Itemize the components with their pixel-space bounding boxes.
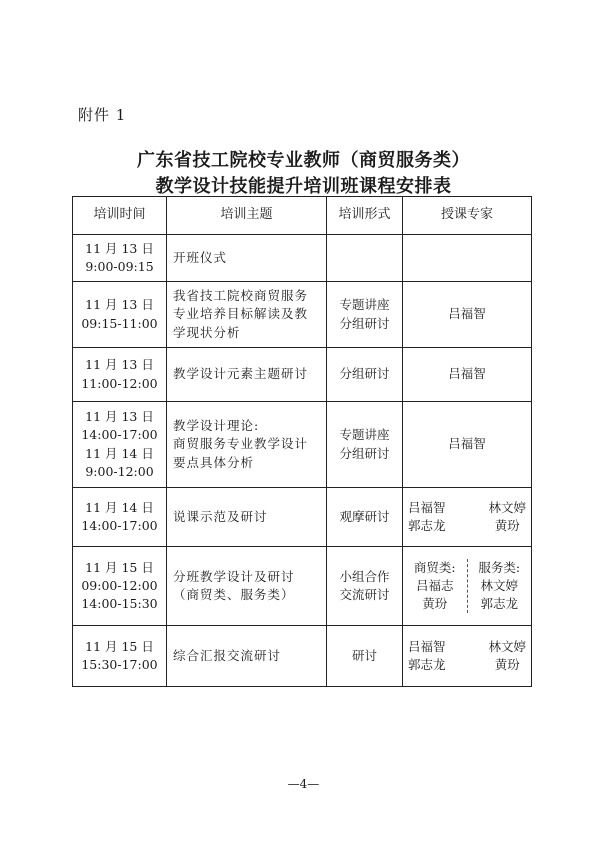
form-cell — [327, 235, 403, 282]
expert-name: 林文婷 — [480, 577, 518, 593]
expert-name: 黄玢 — [494, 657, 520, 672]
experts-cell — [403, 488, 532, 547]
time-cell — [73, 282, 167, 348]
expert-name: 郭志龙 — [408, 518, 446, 533]
time-text: 14:00-17:00 — [81, 427, 158, 443]
expert-name: 吕福智 — [408, 638, 446, 654]
form-text: 交流研讨 — [339, 587, 390, 602]
topic-cell — [167, 235, 327, 282]
expert-column — [488, 499, 526, 535]
form-cell — [327, 547, 403, 626]
time-text: 9:00-09:15 — [85, 259, 154, 274]
form-text: 小组合作 — [339, 568, 390, 584]
header-form: 培训形式 — [327, 197, 403, 235]
header-time: 培训时间 — [73, 197, 167, 235]
expert-name: 黄玢 — [494, 518, 520, 533]
time-text: 11 月 13 日 — [85, 297, 154, 313]
table-row — [73, 547, 532, 626]
header-topic: 培训主题 — [167, 197, 327, 235]
expert-group-label: 商贸类: — [413, 559, 456, 575]
table-row — [73, 626, 532, 687]
form-text: 分组研讨 — [339, 366, 390, 382]
topic-cell — [167, 402, 327, 488]
form-cell — [327, 488, 403, 547]
time-cell — [73, 235, 167, 282]
time-text: 11 月 13 日 — [85, 409, 154, 425]
table-row — [73, 348, 532, 402]
expert-name: 郭志龙 — [408, 657, 446, 672]
time-text: 9:00-12:00 — [85, 463, 154, 479]
topic-text: 要点具体分析 — [173, 454, 255, 470]
document-title-line-2: 教学设计技能提升培训班课程安排表 — [155, 176, 452, 197]
topic-text: 说课示范及研讨 — [173, 508, 268, 524]
time-text: 09:15-11:00 — [81, 315, 158, 331]
table-row — [73, 282, 532, 348]
schedule-table — [72, 196, 532, 687]
expert-column — [488, 638, 526, 674]
topic-text: 商贸服务专业教学设计 — [173, 436, 309, 452]
header-experts: 授课专家 — [403, 197, 532, 235]
form-text: 分组研讨 — [339, 445, 390, 461]
time-text: 11 月 13 日 — [85, 357, 154, 373]
expert-name: 吕福智 — [408, 499, 446, 515]
topic-cell — [167, 348, 327, 402]
expert-name: 林文婷 — [488, 638, 526, 654]
topic-cell — [167, 488, 327, 547]
topic-text: （商贸类、服务类） — [173, 587, 295, 602]
time-text: 11:00-12:00 — [81, 375, 158, 391]
experts-cell: 吕福智 — [403, 282, 532, 348]
experts-cell: 吕福智 — [403, 402, 532, 488]
expert-name: 林文婷 — [488, 499, 526, 515]
time-text: 14:00-15:30 — [81, 596, 158, 612]
form-text: 观摩研讨 — [339, 508, 390, 524]
attachment-label: 附件 1 — [78, 106, 127, 124]
experts-cell — [403, 547, 532, 626]
time-cell — [73, 402, 167, 488]
time-cell — [73, 348, 167, 402]
topic-cell — [167, 282, 327, 348]
time-text: 11 月 15 日 — [85, 638, 154, 654]
topic-text: 教学设计理论: — [173, 418, 260, 434]
time-cell — [73, 626, 167, 687]
expert-name: 郭志龙 — [480, 596, 518, 612]
topic-cell — [167, 626, 327, 687]
table-header-row — [73, 197, 532, 235]
form-cell — [327, 626, 403, 687]
experts-cell: 吕福智 — [403, 348, 532, 402]
expert-column — [408, 499, 446, 535]
table-row — [73, 402, 532, 488]
table-row — [73, 235, 532, 282]
time-cell — [73, 488, 167, 547]
experts-cell — [403, 626, 532, 687]
form-cell — [327, 402, 403, 488]
expert-column — [408, 638, 446, 674]
topic-text: 教学设计元素主题研讨 — [173, 366, 309, 382]
expert-group-label: 服务类: — [478, 559, 521, 575]
page-number: —4— — [287, 777, 320, 791]
topic-text: 开班仪式 — [173, 249, 228, 265]
table-row — [73, 488, 532, 547]
form-cell — [327, 348, 403, 402]
form-text: 研讨 — [351, 647, 377, 663]
time-text: 15:30-17:00 — [81, 657, 158, 672]
experts-cell — [403, 235, 532, 282]
time-text: 11 月 15 日 — [85, 559, 154, 575]
topic-cell — [167, 547, 327, 626]
time-text: 14:00-17:00 — [81, 518, 158, 533]
time-cell — [73, 547, 167, 626]
form-text: 专题讲座 — [339, 427, 390, 443]
topic-text: 学现状分析 — [173, 324, 241, 340]
form-text: 专题讲座 — [339, 297, 390, 313]
expert-name: 吕福志 — [415, 577, 454, 593]
topic-text: 我省技工院校商贸服务 — [173, 288, 309, 304]
time-text: 11 月 14 日 — [85, 445, 154, 461]
expert-name: 黄玢 — [422, 596, 448, 612]
expert-group-service — [467, 559, 532, 613]
expert-group-trade — [403, 559, 467, 613]
time-text: 11 月 14 日 — [85, 499, 154, 515]
topic-text: 分班教学设计及研讨 — [173, 568, 295, 584]
time-text: 11 月 13 日 — [85, 240, 154, 256]
document-title-line-1: 广东省技工院校专业教师（商贸服务类） — [137, 150, 470, 171]
form-cell — [327, 282, 403, 348]
time-text: 09:00-12:00 — [81, 577, 158, 593]
topic-text: 综合汇报交流研讨 — [173, 647, 282, 663]
topic-text: 专业培养目标解读及教 — [173, 306, 309, 322]
form-text: 分组研讨 — [339, 315, 390, 331]
